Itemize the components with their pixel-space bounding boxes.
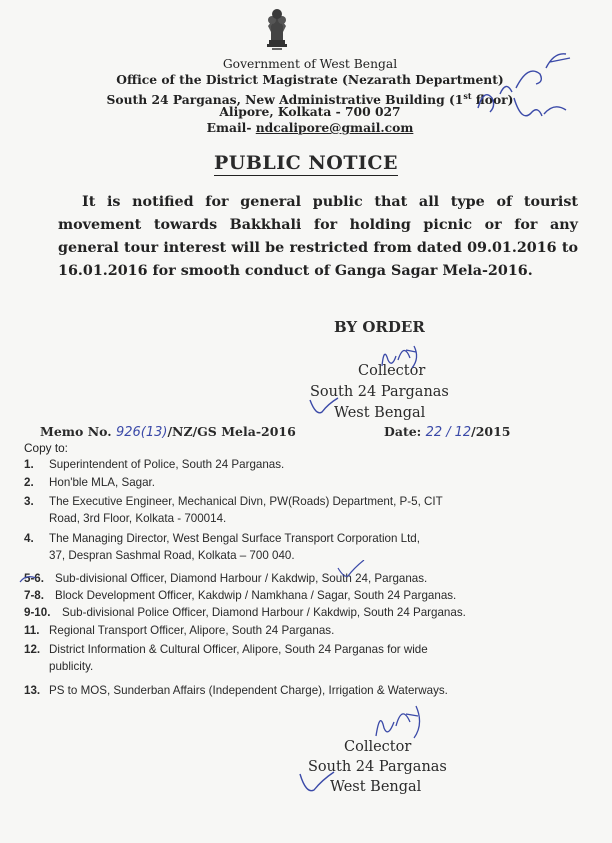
date-separator: /: [446, 425, 451, 440]
by-order: BY ORDER: [334, 318, 425, 336]
email-link[interactable]: ndcalipore@gmail.com: [255, 120, 414, 135]
signatory-district-1: South 24 Parganas: [310, 384, 449, 400]
notice-body-text: It is notified for general public that all type of tourist movement towards Bakkhali for holding picnic or for any general tour interest will be restricted from dated 09.01.2016 to 16.01.2016 for smooth conduct of Ganga Sagar Mela-2016.: [58, 194, 578, 279]
signatory-title-1: Collector: [358, 363, 426, 379]
email-label: Email-: [206, 120, 256, 135]
header-email: [90, 120, 530, 136]
date-year: /2015: [471, 424, 511, 439]
memo-date: [384, 424, 510, 440]
signatory-district-2: South 24 Parganas: [308, 759, 447, 775]
state-emblem-icon: [260, 6, 294, 52]
header-government: Government of West Bengal: [222, 57, 398, 71]
memo-number: [40, 424, 296, 440]
header-city: Alipore, Kolkata - 700 027: [219, 104, 401, 119]
memo-prefix: Memo No.: [40, 424, 116, 439]
notice-body: [58, 191, 578, 283]
notice-title-text: PUBLIC NOTICE: [214, 152, 398, 174]
header-office: Office of the District Magistrate (Nezarath Department): [116, 72, 504, 87]
document-page: Government of West Bengal Office of the District Magistrate (Nezarath Department) South 24 Parganas, New Administrative Building (1st floor) Alipore, Kolkata - 700 027 Email- ndcalipore@gmail.com PUBLIC NOTICE It is notified for general public that all type of tourist movement towards Bakkhali for holding picnic or for any general tour interest will be restricted from dated 09.01.2016 to 16.01.2016 for smooth conduct of Ganga Sagar Mela-2016. BY ORDER Collector South 24 Parganas West Bengal Memo No. 926(13)/NZ/GS Mela-2016 Date: 22 / 12/2015 Copy to: 1. Superintendent of Police, South 24 Parganas. 2. Hon'ble MLA, Sagar. 3. The Executive Engineer, Mechanical Divn, PW(Roads) Department, P-5, CIT Road, 3rd Floor, Kolkata - 700014. 4. The Managing Director, West Bengal Surface Transport Corporation Ltd, 37, Despran Sashmal Road, Kolkata – 700 040. 5-6. Sub-divisional Officer, Diamond Harbour / Kakdwip, South 24, Parganas. 7-8. Block Development Officer, Kakdwip / Namkhana / Sagar, South 24 Parganas. 9-10. Sub-divisional Police Officer, Diamond Harbour / Kakdwip, South 24 Parganas. 11. Regional Transport Officer, Alipore, South 24 Parganas. 12. District Information & Cultural Officer, Alipore, South 24 Parganas for wide publicity. 13. PS to MOS, Sunderban Affairs (Independent Charge), Irrigation & Waterways. Collector South 24 Parganas West Bengal: [0, 0, 612, 843]
copy-to-label: Copy to:: [24, 441, 68, 455]
signatory-state-1: West Bengal: [334, 405, 426, 421]
signatory-title-2: Collector: [344, 739, 412, 755]
date-month: 12: [454, 425, 472, 440]
signatory-state-2: West Bengal: [330, 779, 422, 795]
memo-suffix: /NZ/GS Mela-2016: [167, 424, 296, 439]
header-address: South 24 Parganas, New Administrative Building (1st floor): [106, 91, 514, 108]
date-day: 22: [425, 425, 443, 440]
date-label: Date:: [384, 424, 426, 439]
memo-handwritten-number: 926(13): [115, 425, 168, 440]
notice-title: [0, 152, 612, 174]
